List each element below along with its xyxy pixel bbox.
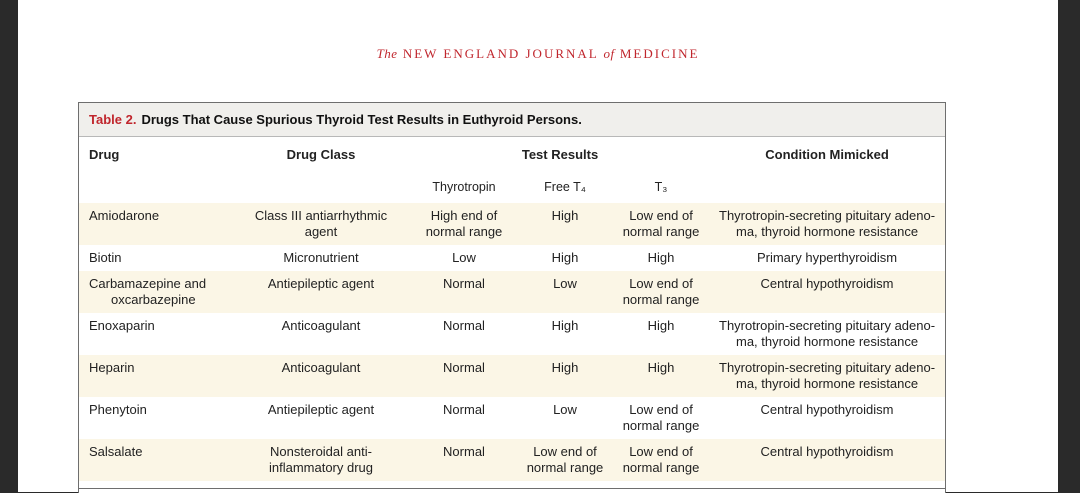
- cell-line: High end of: [430, 208, 498, 223]
- cell-line: Low end of: [533, 444, 597, 459]
- subheader-t3: T₃: [654, 180, 668, 194]
- table-bottom-rule: [79, 488, 945, 493]
- cell-line: Normal: [443, 360, 485, 375]
- cell-thyrotropin: [411, 355, 517, 397]
- cell-line: Low end of: [629, 276, 693, 291]
- cell-line: Primary hyperthyroidism: [756, 250, 898, 265]
- cell-line: Amiodarone: [89, 208, 160, 223]
- cell-drug: [79, 203, 231, 245]
- cell-free-t4: [517, 245, 613, 271]
- cell-line: Normal: [443, 444, 485, 459]
- drug-table-box: [78, 102, 946, 493]
- journal-header: [18, 46, 1058, 62]
- table-row: [79, 439, 945, 481]
- cell-thyrotropin: [411, 271, 517, 313]
- subheader-free-t4: Free T₄: [544, 180, 586, 194]
- cell-line: Biotin: [89, 250, 122, 265]
- table-row: [79, 271, 945, 313]
- cell-line: Low end of: [629, 444, 693, 459]
- cell-line: High: [551, 318, 579, 333]
- table-row: [79, 313, 945, 355]
- cell-free-t4: [517, 203, 613, 245]
- cell-line: Thyrotropin-secreting pituitary adeno-: [719, 208, 936, 223]
- cell-free-t4: [517, 313, 613, 355]
- cell-drug-class: [231, 245, 411, 271]
- cell-line: High: [647, 250, 675, 265]
- drug-table: [79, 137, 945, 481]
- cell-line: normal range: [622, 292, 700, 307]
- table-title-bar: [79, 103, 945, 137]
- cell-line: normal range: [526, 460, 604, 475]
- table-header-row: [79, 137, 945, 171]
- cell-line: Normal: [443, 318, 485, 333]
- table-row: [79, 203, 945, 245]
- cell-free-t4: [517, 439, 613, 481]
- cell-thyrotropin: [411, 439, 517, 481]
- cell-line: High: [647, 318, 675, 333]
- cell-drug: [79, 245, 231, 271]
- cell-line: ma, thyroid hormone resistance: [735, 334, 919, 349]
- cell-line: Nonsteroidal anti-: [270, 444, 372, 459]
- cell-line: Low end of: [629, 402, 693, 417]
- cell-line: Phenytoin: [89, 402, 147, 417]
- cell-line: Enoxaparin: [89, 318, 155, 333]
- cell-drug-class: [231, 355, 411, 397]
- cell-t3: [613, 245, 709, 271]
- cell-line: Thyrotropin-secreting pituitary adeno-: [719, 318, 936, 333]
- cell-drug: [79, 355, 231, 397]
- cell-drug: [79, 397, 231, 439]
- cell-line: Carbamazepine and: [89, 276, 207, 291]
- cell-drug-class: [231, 313, 411, 355]
- cell-line: Micronutrient: [283, 250, 359, 265]
- cell-thyrotropin: [411, 203, 517, 245]
- cell-condition: [709, 355, 945, 397]
- table-label: Table 2.: [89, 112, 137, 127]
- cell-line: Thyrotropin-secreting pituitary adeno-: [719, 360, 936, 375]
- cell-line: High: [551, 250, 579, 265]
- cell-line: Antiepileptic agent: [267, 402, 375, 417]
- cell-line: normal range: [622, 418, 700, 433]
- cell-line: oxcarbazepine: [111, 292, 196, 307]
- cell-t3: [613, 271, 709, 313]
- cell-condition: [709, 397, 945, 439]
- journal-medicine: MEDICINE: [619, 46, 700, 61]
- article-page: [18, 0, 1058, 492]
- cell-condition: [709, 271, 945, 313]
- header-drug-class: Drug Class: [286, 147, 356, 162]
- cell-line: normal range: [425, 224, 503, 239]
- cell-t3: [613, 397, 709, 439]
- journal-the: The: [376, 46, 398, 61]
- cell-drug: [79, 271, 231, 313]
- table-row: [79, 355, 945, 397]
- header-test-results: Test Results: [521, 147, 599, 162]
- cell-t3: [613, 203, 709, 245]
- cell-condition: [709, 439, 945, 481]
- journal-name: NEW ENGLAND JOURNAL: [402, 46, 599, 61]
- cell-line: Low: [553, 402, 577, 417]
- cell-line: Class III antiarrhythmic: [254, 208, 388, 223]
- cell-drug: [79, 439, 231, 481]
- cell-free-t4: [517, 271, 613, 313]
- cell-condition: [709, 245, 945, 271]
- cell-line: Central hypothyroidism: [760, 444, 894, 459]
- cell-thyrotropin: [411, 245, 517, 271]
- cell-thyrotropin: [411, 397, 517, 439]
- table-title: Drugs That Cause Spurious Thyroid Test Results in Euthyroid Persons.: [141, 112, 582, 127]
- cell-line: Anticoagulant: [281, 360, 361, 375]
- cell-condition: [709, 203, 945, 245]
- cell-line: ma, thyroid hormone resistance: [735, 376, 919, 391]
- cell-line: normal range: [622, 460, 700, 475]
- cell-drug: [79, 313, 231, 355]
- subheader-empty: [79, 171, 231, 203]
- cell-line: Central hypothyroidism: [760, 276, 894, 291]
- cell-line: normal range: [622, 224, 700, 239]
- cell-line: Anticoagulant: [281, 318, 361, 333]
- cell-drug-class: [231, 203, 411, 245]
- table-subheader-row: [79, 171, 945, 203]
- cell-line: Low: [553, 276, 577, 291]
- cell-t3: [613, 313, 709, 355]
- cell-line: High: [551, 208, 579, 223]
- subheader-empty: [231, 171, 411, 203]
- cell-free-t4: [517, 397, 613, 439]
- subheader-empty: [709, 171, 945, 203]
- cell-thyrotropin: [411, 313, 517, 355]
- cell-line: High: [647, 360, 675, 375]
- cell-drug-class: [231, 439, 411, 481]
- cell-line: agent: [304, 224, 338, 239]
- cell-line: Antiepileptic agent: [267, 276, 375, 291]
- cell-line: inflammatory drug: [268, 460, 374, 475]
- header-drug: Drug: [89, 147, 120, 162]
- table-row: [79, 245, 945, 271]
- table-row: [79, 397, 945, 439]
- cell-free-t4: [517, 355, 613, 397]
- cell-line: Low end of: [629, 208, 693, 223]
- cell-line: Low: [452, 250, 476, 265]
- cell-condition: [709, 313, 945, 355]
- cell-line: ma, thyroid hormone resistance: [735, 224, 919, 239]
- table-body: [79, 203, 945, 481]
- subheader-thyrotropin: Thyrotropin: [432, 180, 496, 194]
- cell-line: Central hypothyroidism: [760, 402, 894, 417]
- journal-of: of: [603, 46, 615, 61]
- cell-line: Salsalate: [89, 444, 143, 459]
- cell-line: Normal: [443, 276, 485, 291]
- header-condition-mimicked: Condition Mimicked: [765, 147, 889, 162]
- cell-line: Heparin: [89, 360, 135, 375]
- cell-t3: [613, 355, 709, 397]
- cell-drug-class: [231, 271, 411, 313]
- cell-line: High: [551, 360, 579, 375]
- cell-drug-class: [231, 397, 411, 439]
- cell-t3: [613, 439, 709, 481]
- cell-line: Normal: [443, 402, 485, 417]
